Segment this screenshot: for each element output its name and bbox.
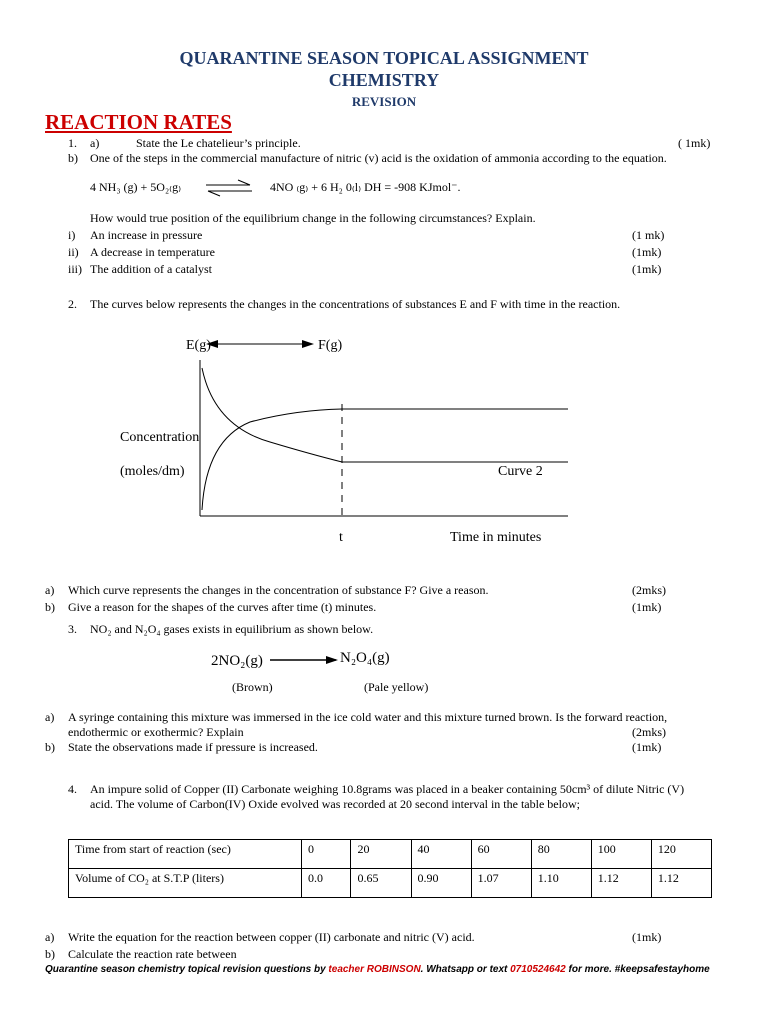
reaction-arrow-right-head	[302, 340, 314, 348]
q3-number: 3.	[68, 622, 77, 636]
q1-part-text: The addition of a catalyst	[90, 262, 212, 276]
q3-eq-right: N₂O₄(g)	[340, 650, 390, 666]
q1-part-text: A decrease in temperature	[90, 245, 215, 259]
q3-a-marks: (2mks)	[632, 725, 666, 739]
q1-part-marks: (1mk)	[632, 245, 662, 259]
table-cell: 40	[411, 840, 471, 869]
q4-a-label: a)	[45, 930, 55, 944]
table-cell: 120	[651, 840, 711, 869]
table-row-header: Time from start of reaction (sec)	[69, 840, 302, 869]
page-subject: CHEMISTRY	[328, 70, 440, 90]
q1-equation-left: 4 NH₃ (g) + 5O₂₍g₎	[90, 180, 182, 194]
table-cell: 60	[471, 840, 531, 869]
table-cell: 0.90	[411, 869, 471, 898]
q1-b-label: b)	[68, 151, 78, 165]
q2-number: 2.	[68, 297, 77, 311]
table-cell: 1.12	[591, 869, 651, 898]
table-cell: 1.12	[651, 869, 711, 898]
q1-part-marks: (1 mk)	[632, 228, 665, 242]
table-cell: 0.0	[302, 869, 351, 898]
footer-text: for more. #keepsafestayhome	[565, 964, 710, 975]
q3-brown-label: (Brown)	[232, 680, 273, 694]
q3-a-line1: A syringe containing this mixture was immersed in the ice cold water and this mixture turned brown. Is the forward reaction,	[68, 710, 668, 724]
e-label: E(g)	[186, 338, 211, 353]
q1-equation-right: 4NO ₍g₎ + 6 H₂ 0₍l₎ DH = -908 KJmol⁻.	[270, 180, 461, 194]
footer-note	[45, 963, 710, 977]
q3-pale-label: (Pale yellow)	[364, 680, 429, 694]
q4-b-label: b)	[45, 947, 55, 961]
q2-part-marks: (1mk)	[632, 600, 662, 614]
q3-text: NO₂ and N₂O₄ gases exists in equilibrium as shown below.	[90, 622, 374, 636]
q4-a-marks: (1mk)	[632, 930, 662, 944]
footer-phone: 0710524642	[510, 964, 566, 975]
table-cell: 1.07	[471, 869, 531, 898]
q1-question: How would true position of the equilibrium change in the following circumstances? Explain.	[90, 211, 536, 225]
q3-b-text: State the observations made if pressure is increased.	[68, 740, 318, 754]
table-cell: 0	[302, 840, 351, 869]
co2-volume-table	[68, 839, 712, 898]
concentration-time-diagram	[110, 330, 580, 550]
q2-part-text: Give a reason for the shapes of the curves after time (t) minutes.	[68, 600, 377, 614]
table-cell: 20	[351, 840, 411, 869]
q2-part-label: a)	[45, 583, 55, 597]
q4-number: 4.	[68, 782, 77, 796]
q1-part-label: ii)	[68, 245, 79, 259]
forward-arrow-icon	[268, 652, 340, 668]
table-row	[69, 840, 712, 869]
q1-part-label: i)	[68, 228, 76, 242]
table-row	[69, 869, 712, 898]
y-axis-label: Concentration	[120, 430, 200, 445]
q1-part-label: iii)	[68, 262, 82, 276]
q3-eq-left: 2NO₂(g)	[211, 653, 263, 669]
q1-part-text: An increase in pressure	[90, 228, 203, 242]
f-label: F(g)	[318, 338, 343, 353]
footer-text: Quarantine season chemistry topical revision questions by	[45, 964, 329, 975]
q3-b-marks: (1mk)	[632, 740, 662, 754]
table-cell: 80	[531, 840, 591, 869]
q4-line2: acid. The volume of Carbon(IV) Oxide evolved was recorded at 20 second interval in the table below;	[90, 797, 580, 811]
q1-a-text: State the Le chatelieur’s principle.	[136, 136, 301, 150]
equilibrium-arrows-icon	[204, 178, 254, 198]
table-cell: 1.10	[531, 869, 591, 898]
table-row-header: Volume of CO₂ at S.T.P (liters)	[69, 869, 302, 898]
q1-number: 1.	[68, 136, 77, 150]
table-cell: 0.65	[351, 869, 411, 898]
q1-part-marks: (1mk)	[632, 262, 662, 276]
q4-b-text: Calculate the reaction rate between	[68, 947, 237, 961]
rising-curve	[202, 409, 568, 510]
q2-part-marks: (2mks)	[632, 583, 666, 597]
page-title: QUARANTINE SEASON TOPICAL ASSIGNMENT	[179, 48, 589, 68]
q3-a-label: a)	[45, 710, 55, 724]
q4-line1: An impure solid of Copper (II) Carbonate weighing 10.8grams was placed in a beaker containing 50cm³ of dilute Nitric (V)	[90, 782, 685, 796]
q1-a-marks: ( 1mk)	[678, 136, 711, 150]
footer-text: . Whatsapp or text	[420, 964, 511, 975]
q2-text: The curves below represents the changes in the concentrations of substances E and F with time in the reaction.	[90, 297, 621, 311]
x-axis-label: Time in minutes	[450, 530, 542, 545]
t-label: t	[339, 530, 343, 545]
q4-a-text: Write the equation for the reaction between copper (II) carbonate and nitric (V) acid.	[68, 930, 475, 944]
curve-2-label: Curve 2	[498, 464, 543, 479]
y-axis-unit: (moles/dm)	[120, 464, 185, 479]
table-cell: 100	[591, 840, 651, 869]
q2-part-label: b)	[45, 600, 55, 614]
q3-b-label: b)	[45, 740, 55, 754]
footer-author: teacher ROBINSON	[328, 964, 421, 975]
q1-b-text: One of the steps in the commercial manufacture of nitric (v) acid is the oxidation of ammonia according to the equation.	[90, 151, 667, 165]
q2-part-text: Which curve represents the changes in the concentration of substance F? Give a reason.	[68, 583, 489, 597]
page-subtitle: REVISION	[351, 94, 417, 109]
section-title: REACTION RATES	[45, 110, 232, 134]
falling-curve	[202, 368, 568, 462]
q3-a-line2: endothermic or exothermic? Explain	[68, 725, 244, 739]
q1-a-label: a)	[90, 136, 100, 150]
